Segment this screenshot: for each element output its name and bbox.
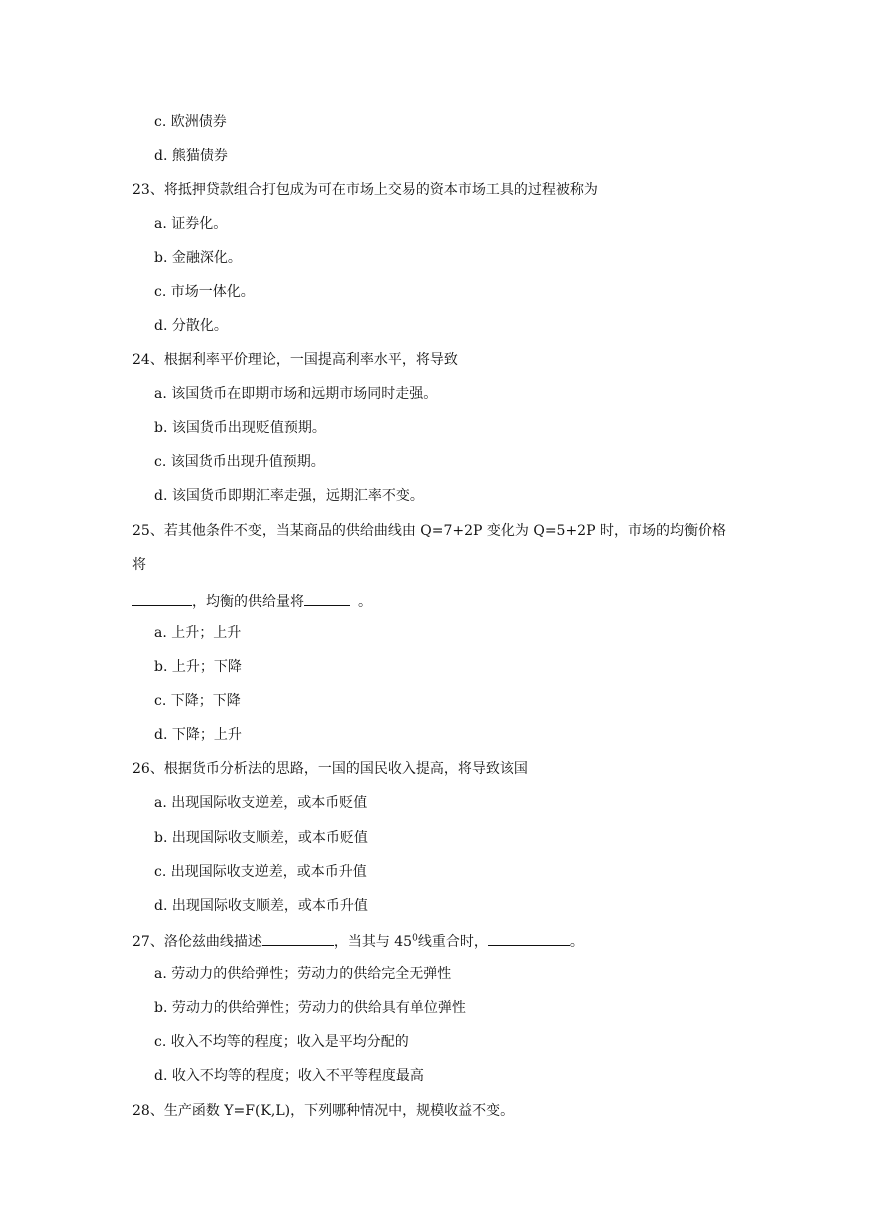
question-25-continued: 将 — [132, 557, 146, 573]
question-25-blank-text: ，均衡的供给量将 — [192, 594, 304, 610]
option-25d: d. 下降；上升 — [154, 727, 242, 743]
option-27c: c. 收入不均等的程度；收入是平均分配的 — [154, 1034, 409, 1050]
option-23a: a. 证券化。 — [154, 216, 228, 232]
option-26d: d. 出现国际收支顺差，或本币升值 — [154, 898, 368, 914]
question-25-tail: 。 — [358, 594, 372, 610]
question-27-tail: 。 — [569, 934, 584, 950]
option-25c: c. 下降；下降 — [154, 693, 241, 709]
question-27-text: 27、洛伦兹曲线描述 — [132, 934, 262, 950]
question-25: 25、若其他条件不变，当某商品的供给曲线由 Q=7+2P 变化为 Q=5+2P 时，市场的均衡价格 — [132, 523, 726, 539]
question-26: 26、根据货币分析法的思路，一国的国民收入提高，将导致该国 — [132, 761, 528, 777]
option-24c: c. 该国货币出现升值预期。 — [154, 454, 325, 470]
option-22d: d. 熊猫债券 — [154, 148, 228, 164]
option-23c: c. 市场一体化。 — [154, 284, 255, 300]
question-27-mid: ，当其与 45 — [333, 934, 413, 950]
option-27a: a. 劳动力的供给弹性；劳动力的供给完全无弹性 — [154, 966, 452, 982]
option-23b: b. 金融深化。 — [154, 250, 242, 266]
question-27 — [0, 930, 869, 952]
option-27d: d. 收入不均等的程度；收入不平等程度最高 — [154, 1068, 424, 1084]
option-27b: b. 劳动力的供给弹性；劳动力的供给具有单位弹性 — [154, 1000, 466, 1016]
answer-blank — [488, 930, 570, 946]
question-24: 24、根据利率平价理论，一国提高利率水平，将导致 — [132, 352, 458, 368]
option-26a: a. 出现国际收支逆差，或本币贬值 — [154, 795, 368, 811]
option-26c: c. 出现国际收支逆差，或本币升值 — [154, 864, 367, 880]
option-23d: d. 分散化。 — [154, 318, 228, 334]
answer-blank — [262, 930, 334, 946]
option-24b: b. 该国货币出现贬值预期。 — [154, 420, 326, 436]
option-25a: a. 上升；上升 — [154, 625, 242, 641]
option-25b: b. 上升；下降 — [154, 659, 242, 675]
option-24d: d. 该国货币即期汇率走强，远期汇率不变。 — [154, 488, 424, 504]
answer-blank — [132, 590, 192, 606]
option-26b: b. 出现国际收支顺差，或本币贬值 — [154, 830, 368, 846]
option-22c: c. 欧洲债券 — [154, 114, 227, 130]
question-27-mid2: 线重合时， — [417, 934, 488, 950]
option-24a: a. 该国货币在即期市场和远期市场同时走强。 — [154, 386, 438, 402]
answer-blank — [304, 590, 350, 606]
degree-superscript: 0 — [412, 933, 418, 944]
question-23: 23、将抵押贷款组合打包成为可在市场上交易的资本市场工具的过程被称为 — [132, 182, 598, 198]
question-28: 28、生产函数 Y=F(K,L)，下列哪种情况中，规模收益不变。 — [132, 1103, 515, 1119]
question-25-blanks-line — [0, 590, 869, 612]
